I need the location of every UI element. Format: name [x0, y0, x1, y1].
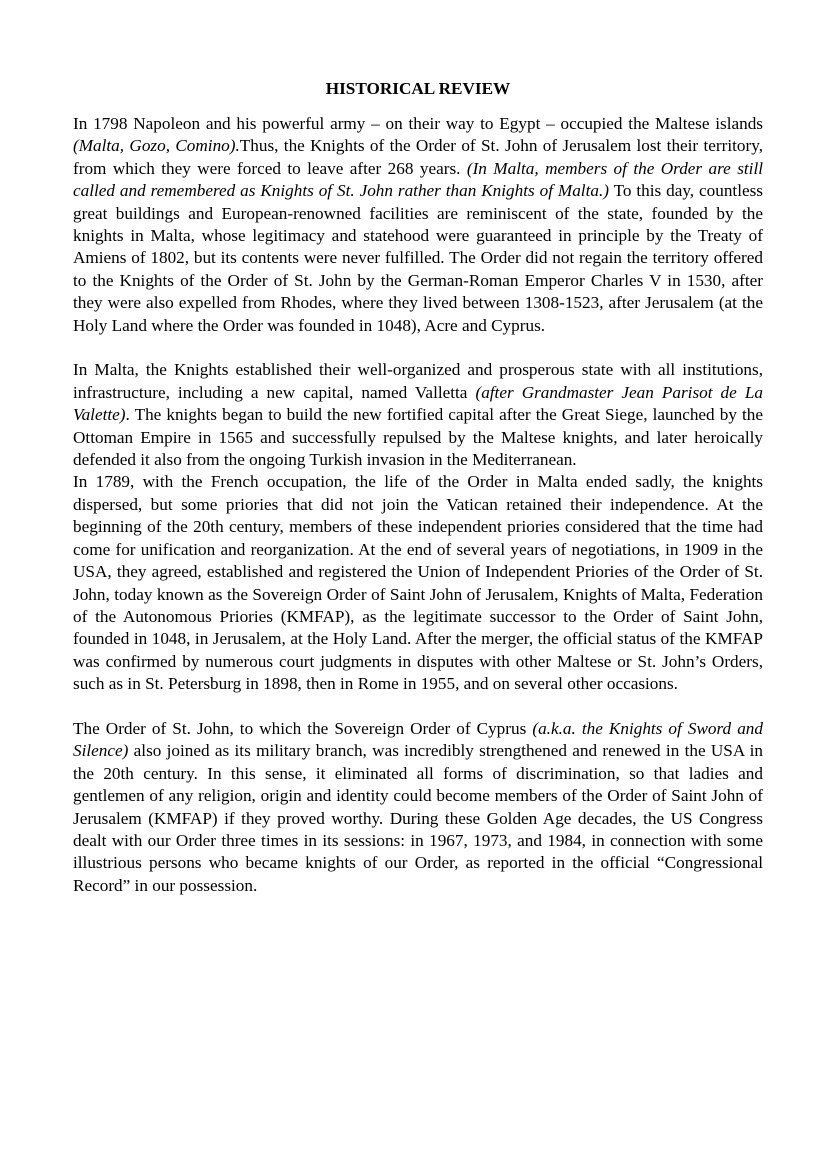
italic-segment: (Malta, Gozo, Comino). [73, 136, 240, 156]
text-segment: In 1798 Napoleon and his powerful army – on their way to Egypt – occupied the Maltese islands [73, 114, 763, 133]
italic-segment: (after Grandmaster Jean Parisot de La Valette) [73, 382, 763, 425]
text-segment: . The knights began to build the new fortified capital after the Great Siege, launched by the Ottoman Empire in 1565 and successfully repulsed by the Maltese knights, and later heroically defended it also from the ongoing Turkish invasion in the Mediterranean. [73, 405, 763, 470]
text-segment: also joined as its military branch, was incredibly strengthened and renewed in the USA in the 20th century. In this sense, it eliminated all forms of discrimination, so that ladies and gentlemen of any religion, origin and identity could become members of the Order of Saint John of Jerusalem (KMFAP) if they proved worthy. During these Golden Age decades, the US Congress dealt with our Order three times in its sessions: in 1967, 1973, and 1984, in connection with some illustrious persons who became knights of our Order, as reported in the official “Congressional Record” in our possession. [73, 741, 763, 895]
italic-segment: (a.k.a. the Knights of Sword and Silence) [73, 718, 763, 761]
text-segment: In 1789, with the French occupation, the life of the Order in Malta ended sadly, the knights dispersed, but some priories that did not join the Vatican retained their independence. At the beginning of the 20th century, members of these independent priories considered that the time had come for unification and reorganization. At the end of several years of negotiations, in 1909 in the USA, they agreed, established and registered the Union of Independent Priories of the Order of St. John, today known as the Sovereign Order of Saint John of Jerusalem, Knights of Malta, Federation of the Autonomous Priories (KMFAP), as the legitimate successor to the Order of Saint John, founded in 1048, in Jerusalem, at the Holy Land. After the merger, the official status of the KMFAP was confirmed by numerous court judgments in disputes with other Maltese or St. John’s Orders, such as in St. Petersburg in 1898, then in Rome in 1955, and on several other occasions. [73, 472, 763, 694]
paragraph-valletta [73, 359, 763, 471]
paragraph-napoleon [73, 113, 763, 337]
text-segment: Thus, the Knights of the Order of St. John of Jerusalem lost their territory, from which they were forced to leave after 268 years. [73, 136, 763, 178]
text-segment: In Malta, the Knights established their well-organized and prosperous state with all institutions, infrastructure, including a new capital, named Valletta [73, 360, 763, 402]
text-segment: The Order of St. John, to which the Sovereign Order of Cyprus [73, 718, 533, 738]
italic-segment: (In Malta, members of the Order are still called and remembered as Knights of St. John rather than Knights of Malta.) [73, 158, 763, 201]
page-title: HISTORICAL REVIEW [325, 79, 511, 98]
text-segment: To this day, countless great buildings and European-renowned facilities are reminiscent of the state, founded by the knights in Malta, whose legitimacy and statehood were guaranteed in principle by the Treaty of Amiens of 1802, but its contents were never fulfilled. The Order did not regain the territory offered to the Knights of the Order of St. John by the German-Roman Emperor Charles V in 1530, after they were also expelled from Rhodes, where they lived between 1308-1523, after Jerusalem (at the Holy Land where the Order was founded in 1048), Acre and Cyprus. [73, 181, 763, 335]
paragraph-order-cyprus [73, 718, 763, 897]
document-page [73, 78, 763, 897]
paragraph-french-occupation [73, 471, 763, 695]
